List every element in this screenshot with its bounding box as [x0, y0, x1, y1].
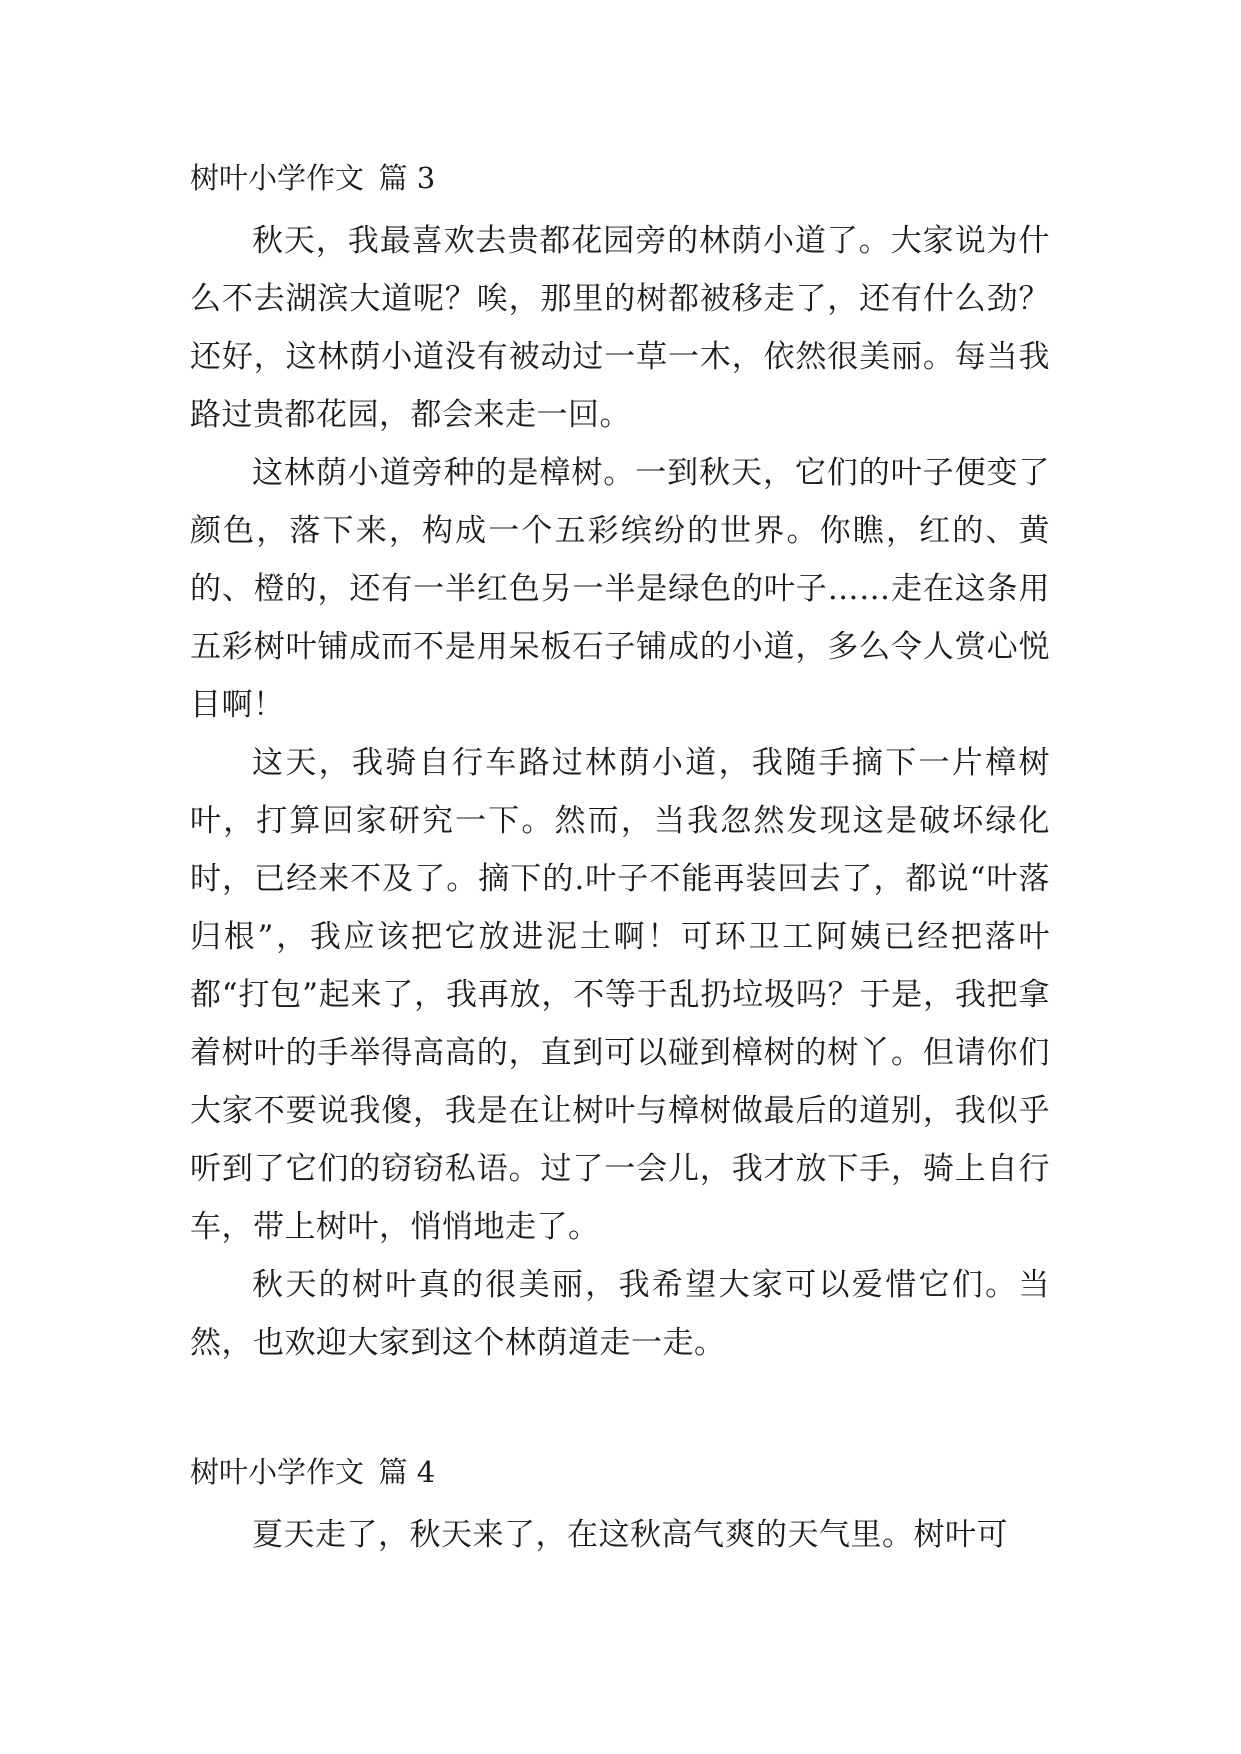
essay-section-3 [190, 158, 1050, 1372]
section-label: 篇 4 [378, 1455, 436, 1489]
paragraph: 这林荫小道旁种的是樟树。一到秋天，它们的叶子便变了颜色，落下来，构成一个五彩缤纷的世界。你瞧，红的、黄的、橙的，还有一半红色另一半是绿色的叶子……走在这条用五彩树叶铺成而不是用呆板石子铺成的小道，多么令人赏心悦目啊！ [190, 455, 1050, 723]
section-heading [190, 1452, 1050, 1492]
section-title: 树叶小学作文 [190, 161, 365, 195]
section-heading [190, 158, 1050, 198]
section-title: 树叶小学作文 [190, 1455, 365, 1489]
paragraph: 这天，我骑自行车路过林荫小道，我随手摘下一片樟树叶，打算回家研究一下。然而，当我忽然发现这是破坏绿化时，已经来不及了。摘下的.叶子不能再装回去了，都说“叶落归根”，我应该把它放进泥土啊！可环卫工阿姨已经把落叶都“打包”起来了，我再放，不等于乱扔垃圾吗？于是，我把拿着树叶的手举得高高的，直到可以碰到樟树的树丫。但请你们大家不要说我傻，我是在让树叶与樟树做最后的道别，我似乎听到了它们的窃窃私语。过了一会儿，我才放下手，骑上自行车，带上树叶，悄悄地走了。 [190, 745, 1050, 1245]
essay-section-4 [190, 1452, 1050, 1564]
section-label: 篇 3 [378, 161, 436, 195]
paragraph: 秋天，我最喜欢去贵都花园旁的林荫小道了。大家说为什么不去湖滨大道呢？唉，那里的树都被移走了，还有什么劲？还好，这林荫小道没有被动过一草一木，依然很美丽。每当我路过贵都花园，都会来走一回。 [190, 223, 1050, 433]
paragraph: 夏天走了，秋天来了，在这秋高气爽的天气里。树叶可 [252, 1517, 1008, 1553]
paragraph: 秋天的树叶真的很美丽，我希望大家可以爱惜它们。当然，也欢迎大家到这个林荫道走一走。 [190, 1267, 1050, 1361]
section-spacer [190, 1372, 1050, 1452]
document-body [190, 158, 1050, 1564]
